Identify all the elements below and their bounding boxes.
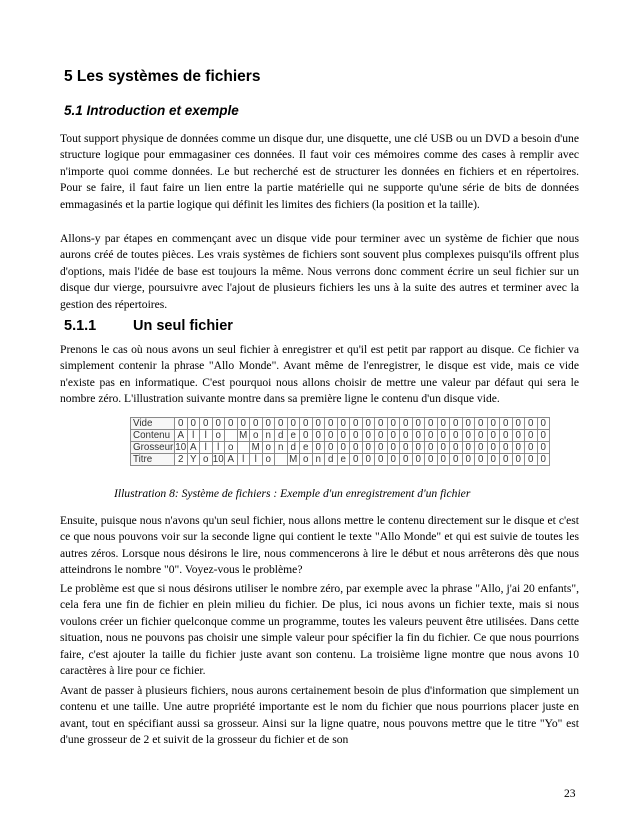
chapter-heading: 5 Les systèmes de fichiers	[64, 68, 261, 85]
table-cell: 0	[525, 430, 538, 442]
table-cell: 0	[375, 442, 388, 454]
table-cell: 0	[500, 454, 513, 466]
table-cell: 0	[350, 430, 363, 442]
table-cell: o	[300, 454, 313, 466]
table-cell: o	[262, 442, 275, 454]
table-cell: 0	[537, 442, 550, 454]
table-cell: 0	[525, 418, 538, 430]
table-cell: 0	[462, 442, 475, 454]
table-cell: n	[275, 442, 288, 454]
section-heading: 5.1 Introduction et exemple	[64, 103, 239, 118]
table-cell: n	[312, 454, 325, 466]
table-cell: A	[225, 454, 238, 466]
intro-paragraph-1: Tout support physique de données comme un disque dur, une disquette, une clé USB ou un DVD a besoin d'une structure logique pour emmagasiner ces données. Il faut voir ces mémoires comme des cases à remplir avec n'importe quoi comme données. Le but recherché est de structurer les données en fichiers et en répertoires. Pour se faire, il faut faire un lien entre la partie matérielle qui ne supporte qu'une série de bits de données emmagasinés et la partie logique qui définit les limites des fichiers (la position et la taille).	[60, 132, 579, 211]
table-cell: 0	[475, 418, 488, 430]
table-cell: 0	[200, 418, 213, 430]
table-cell: 0	[175, 418, 188, 430]
table-cell: 0	[400, 442, 413, 454]
table-cell: 0	[475, 454, 488, 466]
table-cell: 0	[450, 442, 463, 454]
table-cell: 0	[387, 430, 400, 442]
table-cell: 0	[525, 442, 538, 454]
row-label: Grosseur	[131, 442, 175, 454]
table-cell: 0	[512, 418, 525, 430]
table-cell: 0	[537, 418, 550, 430]
table-cell: 0	[450, 430, 463, 442]
table-cell: 2	[175, 454, 188, 466]
table-row	[131, 442, 550, 454]
table-cell: o	[225, 442, 238, 454]
table-cell: 0	[462, 430, 475, 442]
table-cell: o	[200, 454, 213, 466]
table-cell: 0	[250, 418, 263, 430]
table-cell: 0	[375, 418, 388, 430]
table-cell: 0	[537, 430, 550, 442]
table-cell: l	[250, 454, 263, 466]
table-cell: 0	[300, 430, 313, 442]
table-cell: 0	[275, 418, 288, 430]
table-cell: 0	[337, 442, 350, 454]
table-cell: 0	[312, 418, 325, 430]
table-cell: 0	[462, 418, 475, 430]
table-cell: 0	[450, 418, 463, 430]
table-cell: 0	[512, 442, 525, 454]
table-cell: M	[287, 454, 300, 466]
table-row	[131, 430, 550, 442]
table-cell: 0	[425, 418, 438, 430]
table-cell: 0	[512, 430, 525, 442]
table-cell: 0	[437, 418, 450, 430]
table-cell	[275, 454, 288, 466]
body-paragraph-3: Avant de passer à plusieurs fichiers, nous aurons certainement besoin de plus d'information que simplement un contenu et une taille. Une autre propriété importante est le nom du fichier que nous pourrions placer juste en avant, tout en spécifiant aussi sa grosseur. Ainsi sur la ligne quatre, nous pouvons mettre que le titre "Yo" est d'une grosseur de 2 et suivit de la grosseur du fichier et de son	[60, 684, 579, 747]
table-row	[131, 454, 550, 466]
table-cell: o	[262, 454, 275, 466]
table-cell: e	[300, 442, 313, 454]
table-cell: 0	[487, 418, 500, 430]
table-cell: 0	[437, 442, 450, 454]
table-cell: 0	[187, 418, 200, 430]
table-cell: l	[237, 454, 250, 466]
table-cell: 0	[450, 454, 463, 466]
table-cell: 0	[387, 442, 400, 454]
table-cell: d	[325, 454, 338, 466]
table-cell: 0	[412, 418, 425, 430]
table-cell	[237, 442, 250, 454]
table-cell: 0	[537, 454, 550, 466]
table-cell: 0	[400, 454, 413, 466]
table-cell: 0	[487, 430, 500, 442]
table-cell: 0	[300, 418, 313, 430]
table-cell: 0	[362, 430, 375, 442]
table-cell: n	[262, 430, 275, 442]
table-cell: 0	[337, 418, 350, 430]
body-paragraph-1: Ensuite, puisque nous n'avons qu'un seul fichier, nous allons mettre le contenu directement sur le disque et c'est ce que nous pouvons voir sur la seconde ligne qui contient le texte "Allo Monde" et qui est suivie de toutes les autres zéros. Lorsque nous désirons le lire, nous commencerons à lire le début et nous arrêterons dès que nous atteindrons le nombre "0". Voyez-vous le problème?	[60, 514, 579, 577]
table-cell: 0	[475, 442, 488, 454]
table-cell: d	[275, 430, 288, 442]
table-cell: 0	[237, 418, 250, 430]
page-number: 23	[564, 787, 576, 800]
table-cell: 0	[425, 430, 438, 442]
table-cell: 0	[362, 454, 375, 466]
table-cell: 0	[375, 430, 388, 442]
table-cell: 0	[312, 442, 325, 454]
table-cell: 0	[362, 418, 375, 430]
table-cell: 0	[287, 418, 300, 430]
table-cell: o	[250, 430, 263, 442]
table-cell: 0	[412, 442, 425, 454]
table-cell: 0	[387, 418, 400, 430]
table-cell: 0	[362, 442, 375, 454]
table-cell: 0	[325, 442, 338, 454]
subsection-number: 5.1.1	[64, 318, 97, 334]
table-cell: M	[250, 442, 263, 454]
table-cell: 0	[262, 418, 275, 430]
table-cell	[225, 430, 238, 442]
intro-paragraph-2: Allons-y par étapes en commençant avec un disque vide pour terminer avec un système de fichier que nous aurons créé de toutes pièces. Les vrais systèmes de fichiers sont souvent plus complexes puisqu'ils offrent plus d'options, mais l'idée de base est toujours la même. Nous verrons donc comment écrire un seul fichier sur un disque dur vierge, poursuivre avec l'ajout de plusieurs fichiers les uns à la suite des autres et terminer avec la gestion des répertoires.	[60, 232, 579, 311]
table-cell: 0	[525, 454, 538, 466]
table-cell: M	[237, 430, 250, 442]
table-cell: 0	[462, 454, 475, 466]
table-cell: 0	[487, 442, 500, 454]
table-cell: e	[337, 454, 350, 466]
row-label: Contenu	[131, 430, 175, 442]
table-cell: A	[175, 430, 188, 442]
table-cell: 0	[325, 430, 338, 442]
table-cell: o	[212, 430, 225, 442]
table-cell: l	[187, 430, 200, 442]
table-cell: 0	[512, 454, 525, 466]
table-cell: 10	[175, 442, 187, 453]
row-label: Titre	[131, 454, 175, 466]
row-label: Vide	[131, 418, 175, 430]
table-cell: 0	[500, 442, 513, 454]
illustration-caption: Illustration 8: Système de fichiers : Exemple d'un enregistrement d'un fichier	[114, 487, 471, 500]
table-cell: Y	[187, 454, 200, 466]
table-cell: 10	[212, 454, 224, 465]
table-cell: A	[187, 442, 200, 454]
table-cell: l	[212, 442, 225, 454]
table-cell: 0	[412, 454, 425, 466]
table-cell: d	[287, 442, 300, 454]
subsection-title: Un seul fichier	[133, 318, 233, 334]
body-paragraph-2: Le problème est que si nous désirons utiliser le nombre zéro, par exemple avec la phrase "Allo, j'ai 20 enfants", cela fera une fin de fichier en plein milieu du fichier. De plus, ici nous avons un fichier texte, mais si nous voulons créer un fichier quelconque comme un programme, toutes les valeurs peuvent être utilisées. Dans cette situation, nous ne pouvons pas choisir une simple valeur pour spécifier la fin du fichier. Ce que nous pourrions faire, c'est ajouter la taille du fichier juste avant son contenu. La troisième ligne montre que nous avons 10 caractères à lire pour ce fichier.	[60, 582, 579, 678]
table-cell: 0	[437, 430, 450, 442]
table-cell: 0	[375, 454, 388, 466]
table-cell: 0	[312, 430, 325, 442]
table-cell: 0	[400, 418, 413, 430]
table-cell: 0	[325, 418, 338, 430]
table-cell: 0	[387, 454, 400, 466]
table-cell: 0	[400, 430, 413, 442]
table-cell: 0	[475, 430, 488, 442]
table-cell: 0	[412, 430, 425, 442]
table-row	[131, 418, 550, 430]
table-cell: e	[287, 430, 300, 442]
table-cell: 0	[500, 418, 513, 430]
table-cell: 0	[212, 418, 225, 430]
subsection-heading	[64, 318, 233, 334]
table-cell: 0	[487, 454, 500, 466]
table-cell: 0	[425, 442, 438, 454]
paragraph-before-table: Prenons le cas où nous avons un seul fichier à enregistrer et qu'il est petit par rapport au disque. Ce fichier va simplement contenir la phrase "Allo Monde". Avant même de l'enregistrer, le disque est vide, mais ce vide n'existe pas en informatique. C'est pourquoi nous allons choisir de mettre une valeur par défaut qui sera le nombre zéro. L'illustration suivante montre dans sa première ligne le contenu d'un disque vide.	[60, 343, 579, 406]
table-cell: l	[200, 430, 213, 442]
table-cell: 0	[350, 418, 363, 430]
table-cell: 0	[425, 454, 438, 466]
table-cell: 0	[337, 430, 350, 442]
table-cell: 0	[437, 454, 450, 466]
table-cell: 0	[500, 430, 513, 442]
table-cell: 0	[225, 418, 238, 430]
file-system-illustration-table	[130, 417, 550, 466]
table-cell: 0	[350, 442, 363, 454]
table-cell: 0	[350, 454, 363, 466]
table-cell: l	[200, 442, 213, 454]
